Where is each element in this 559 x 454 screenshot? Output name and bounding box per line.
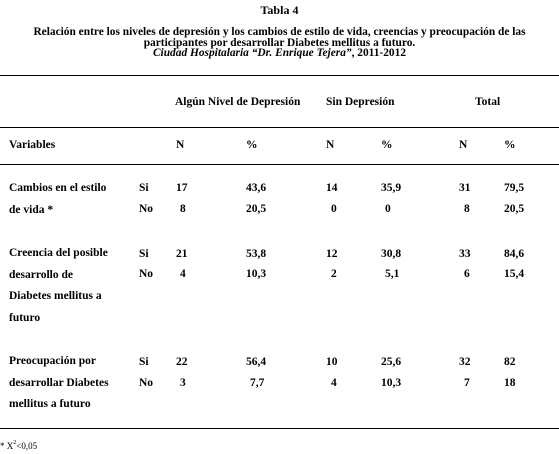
row-label-line: de vida * [9,203,54,216]
row-label-line: Creencia del posible [9,247,108,259]
caption-line-2: participantes por desarrollar Diabetes mellitus a futuro. [143,36,416,49]
cell-pt: 18 [504,377,516,389]
cell-pt: 82 [504,356,516,368]
cell-p2: 5,1 [385,268,400,280]
cell-level: Si [139,356,149,368]
table-footnote [0,441,37,451]
bottom-rule [0,428,559,429]
cell-n1: 3 [180,377,186,389]
cell-n1: 4 [180,268,186,280]
cell-n2: 10 [326,356,338,368]
header-group-no-depression: Sin Depresión [326,96,395,108]
footnote-suffix: <0,05 [16,441,38,451]
cell-n2: 12 [326,248,338,260]
cell-nt: 31 [459,182,471,194]
row-label-line: Cambios en el estilo [9,182,107,194]
cell-nt: 32 [459,356,471,368]
cell-p2: 30,8 [381,248,402,260]
top-rule [0,75,559,76]
row-label-cambios [9,178,106,221]
subheader-rule [0,164,559,165]
row-label-line: Diabetes mellitus a [9,290,102,302]
cell-level: No [139,377,154,389]
cell-p1: 56,4 [246,356,267,368]
cell-p1: 53,8 [246,248,267,260]
caption-line-3 [0,48,559,59]
footnote-prefix: * X [0,441,14,451]
cell-p2: 0 [385,203,391,215]
header-group-depression: Algún Nivel de Depresión [175,96,301,108]
cell-nt: 8 [464,203,470,215]
row-label-line: mellitus a futuro [9,398,91,410]
header-pct-1: % [246,139,258,151]
cell-p2: 35,9 [381,182,402,194]
caption-years: , 2011-2012 [351,47,407,59]
table-number: Tabla 4 [260,3,299,17]
header-pct-2: % [381,139,393,151]
cell-pt: 84,6 [504,248,525,260]
cell-level: No [139,203,154,215]
row-label-line: Preocupación por [9,355,96,367]
header-pct-total: % [504,139,516,151]
header-n-1: N [176,139,185,151]
cell-n2: 0 [331,203,337,215]
cell-level: Si [139,182,149,194]
cell-p1: 43,6 [246,182,267,194]
cell-pt: 20,5 [504,203,525,215]
header-n-total: N [459,139,468,151]
cell-p2: 10,3 [381,377,402,389]
cell-nt: 7 [464,377,470,389]
cell-p1: 20,5 [246,203,267,215]
row-label-line: futuro [9,311,41,324]
row-label-line: desarrollo de [9,268,73,281]
cell-n1: 17 [176,182,188,194]
cell-p2: 25,6 [381,356,402,368]
cell-level: No [139,268,154,280]
row-label-creencia [9,243,108,329]
cell-n2: 2 [331,268,337,280]
cell-level: Si [139,248,149,260]
cell-n1: 21 [176,248,188,260]
header-rule [0,127,559,128]
header-variables: Variables [9,139,56,151]
cell-n1: 22 [176,356,188,368]
cell-nt: 33 [459,248,471,260]
cell-nt: 6 [464,268,470,280]
cell-n1: 8 [180,203,186,215]
footnote-superscript: 2 [13,440,17,446]
cell-n2: 4 [331,377,337,389]
header-group-total: Total [475,96,501,108]
row-label-line: desarrollar Diabetes [9,376,109,389]
table-caption [0,27,559,59]
caption-line-1: Relación entre los niveles de depresión y los cambios de estilo de vida, creencias y preocupación de las [33,26,526,38]
cell-p1: 7,7 [250,377,265,389]
row-label-preocupacion [9,351,109,416]
cell-n2: 14 [326,182,338,194]
cell-p1: 10,3 [246,268,267,280]
header-n-2: N [326,139,335,151]
cell-pt: 15,4 [504,268,525,280]
cell-pt: 79,5 [504,182,525,194]
caption-hospital-name: Ciudad Hospitalaria “Dr. Enrique Tejera” [152,47,352,59]
